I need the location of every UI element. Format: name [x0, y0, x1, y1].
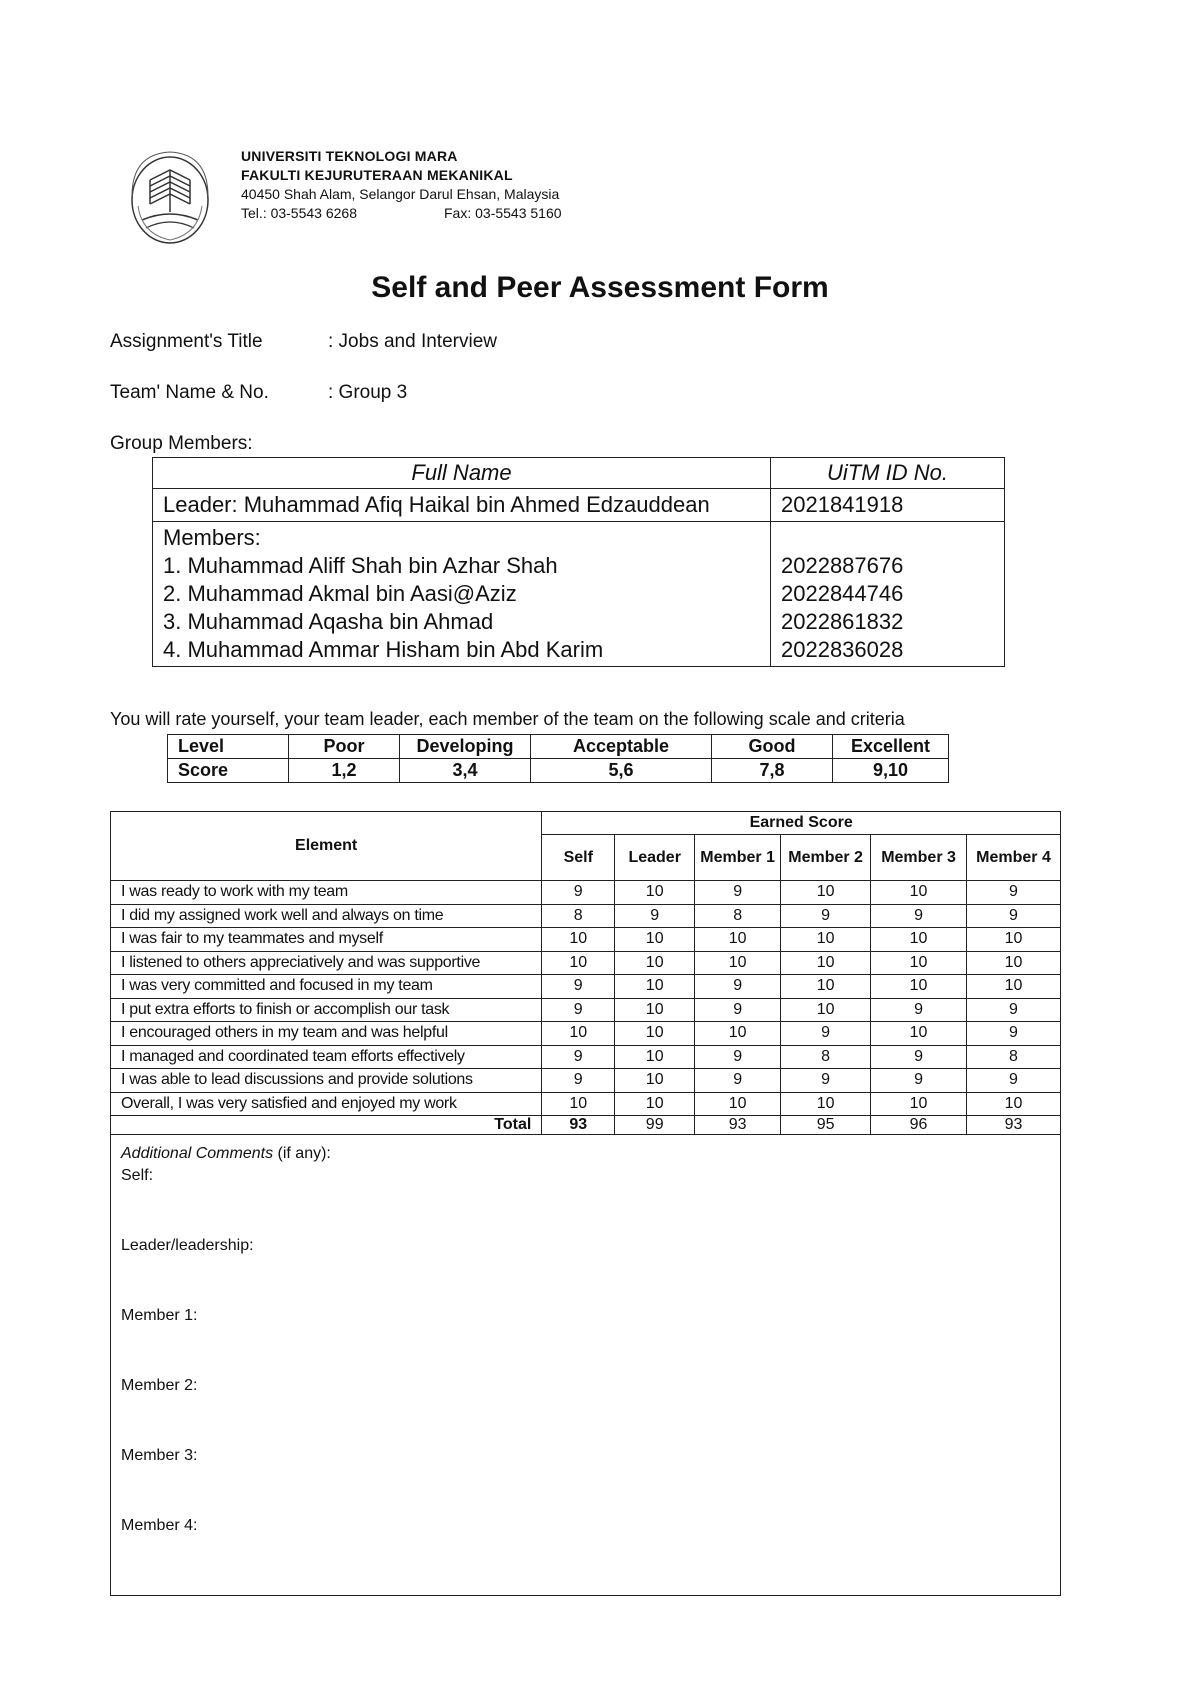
score-cell: 9: [967, 881, 1061, 905]
score-cell: 10: [871, 1092, 967, 1116]
telephone: Tel.: 03-5543 6268: [241, 205, 357, 221]
total-row: [111, 1116, 1061, 1135]
score-cell: 9: [542, 975, 615, 999]
comment-label-leader: Leader/leadership:: [121, 1237, 254, 1254]
score-row: [111, 881, 1061, 905]
score-cell: 9: [542, 881, 615, 905]
element-text: I was able to lead discussions and provide solutions: [111, 1069, 542, 1093]
element-text: I listened to others appreciatively and was supportive: [111, 951, 542, 975]
total-value: 93: [967, 1116, 1061, 1135]
column-header: Leader: [615, 835, 695, 881]
score-cell: 10: [695, 928, 781, 952]
member-name: 2. Muhammad Akmal bin Aasi@Aziz: [163, 581, 517, 606]
score-row: [111, 1092, 1061, 1116]
level-excellent: Excellent: [833, 735, 949, 759]
members-cell: [153, 522, 771, 667]
element-text: I put extra efforts to finish or accomplish our task: [111, 998, 542, 1022]
rating-scale-table: [167, 734, 949, 783]
full-name-header: Full Name: [153, 458, 771, 489]
element-text: I encouraged others in my team and was helpful: [111, 1022, 542, 1046]
score-cell: 10: [781, 1092, 871, 1116]
address: 40450 Shah Alam, Selangor Darul Ehsan, Malaysia: [241, 186, 560, 202]
team-value: : Group 3: [328, 382, 408, 403]
score-cell: 9: [781, 1069, 871, 1093]
member-id: 2022836028: [781, 637, 904, 662]
score-cell: 10: [967, 1092, 1061, 1116]
score-cell: 10: [542, 1092, 615, 1116]
score-cell: 10: [871, 975, 967, 999]
element-text: I managed and coordinated team efforts effectively: [111, 1045, 542, 1069]
element-text: I was fair to my teammates and myself: [111, 928, 542, 952]
element-text: I did my assigned work well and always on time: [111, 904, 542, 928]
element-text: I was ready to work with my team: [111, 881, 542, 905]
group-members-table: [152, 457, 1005, 667]
level-good: Good: [712, 735, 833, 759]
score-cell: 9: [695, 1069, 781, 1093]
assignment-title-row: [110, 331, 497, 353]
scale-instructions: You will rate yourself, your team leader, each member of the team on the following scale and criteria: [110, 709, 905, 729]
score-cell: 9: [542, 1045, 615, 1069]
score-cell: 10: [615, 1069, 695, 1093]
member-id: 2022887676: [781, 553, 904, 578]
earned-score-header: Earned Score: [542, 812, 1061, 835]
level-acceptable: Acceptable: [531, 735, 712, 759]
score-cell: 9: [967, 1069, 1061, 1093]
score-cell: 10: [967, 975, 1061, 999]
score-cell: 8: [542, 904, 615, 928]
score-cell: 10: [871, 1022, 967, 1046]
score-cell: 8: [967, 1045, 1061, 1069]
score-row: [111, 998, 1061, 1022]
score-cell: 10: [781, 928, 871, 952]
score-cell: 10: [967, 951, 1061, 975]
level-label: Level: [168, 735, 289, 759]
additional-comments: [111, 1135, 1061, 1596]
page-title: Self and Peer Assessment Form: [371, 271, 829, 304]
score-developing: 3,4: [400, 759, 531, 783]
score-cell: 9: [542, 1069, 615, 1093]
score-cell: 10: [615, 951, 695, 975]
score-cell: 10: [542, 1022, 615, 1046]
total-label: Total: [111, 1116, 542, 1135]
score-table: [110, 811, 1061, 1596]
total-value: 93: [542, 1116, 615, 1135]
score-cell: 10: [542, 951, 615, 975]
total-value: 96: [871, 1116, 967, 1135]
member-id: 2022861832: [781, 609, 904, 634]
score-acceptable: 5,6: [531, 759, 712, 783]
score-cell: 9: [695, 1045, 781, 1069]
member-name: 3. Muhammad Aqasha bin Ahmad: [163, 609, 494, 634]
comment-label-member-1: Member 1:: [121, 1307, 198, 1324]
faculty-name: FAKULTI KEJURUTERAAN MEKANIKAL: [241, 167, 513, 183]
score-cell: 10: [615, 975, 695, 999]
score-cell: 10: [781, 998, 871, 1022]
members-label: Members:: [163, 525, 261, 550]
column-header: Member 2: [781, 835, 871, 881]
score-row: [111, 1022, 1061, 1046]
score-poor: 1,2: [289, 759, 400, 783]
level-developing: Developing: [400, 735, 531, 759]
score-cell: 10: [695, 1022, 781, 1046]
element-header: Element: [111, 812, 542, 881]
score-cell: 10: [781, 881, 871, 905]
score-cell: 8: [695, 904, 781, 928]
score-good: 7,8: [712, 759, 833, 783]
score-cell: 9: [967, 904, 1061, 928]
score-cell: 10: [695, 951, 781, 975]
score-cell: 9: [967, 1022, 1061, 1046]
score-row: [111, 975, 1061, 999]
fax: Fax: 03-5543 5160: [444, 205, 562, 221]
score-cell: 10: [695, 1092, 781, 1116]
score-cell: 10: [615, 881, 695, 905]
score-excellent: 9,10: [833, 759, 949, 783]
total-value: 95: [781, 1116, 871, 1135]
score-cell: 9: [871, 1045, 967, 1069]
score-row: [111, 951, 1061, 975]
score-label: Score: [168, 759, 289, 783]
group-members-label: Group Members:: [110, 433, 253, 454]
member-name: 1. Muhammad Aliff Shah bin Azhar Shah: [163, 553, 558, 578]
comment-label-member-3: Member 3:: [121, 1447, 198, 1464]
score-cell: 9: [695, 975, 781, 999]
team-label: Team' Name & No.: [110, 382, 269, 403]
comment-label-member-4: Member 4:: [121, 1517, 198, 1534]
university-header: [241, 147, 562, 223]
team-name-row: [110, 382, 407, 404]
score-cell: 10: [781, 951, 871, 975]
score-cell: 9: [781, 1022, 871, 1046]
comments-heading-suffix: (if any):: [273, 1145, 331, 1162]
score-cell: 10: [781, 975, 871, 999]
uitm-id-header: UiTM ID No.: [771, 458, 1005, 489]
score-cell: 10: [615, 1022, 695, 1046]
score-row: [111, 904, 1061, 928]
assignment-value: : Jobs and Interview: [328, 331, 497, 352]
leader-name: Leader: Muhammad Afiq Haikal bin Ahmed Edzauddean: [153, 489, 771, 522]
score-cell: 9: [871, 904, 967, 928]
score-cell: 9: [695, 881, 781, 905]
column-header: Member 4: [967, 835, 1061, 881]
member-id: 2022844746: [781, 581, 904, 606]
column-header: Member 3: [871, 835, 967, 881]
score-cell: 9: [871, 998, 967, 1022]
score-row: [111, 1069, 1061, 1093]
element-text: I was very committed and focused in my team: [111, 975, 542, 999]
comments-heading: Additional Comments: [121, 1145, 274, 1162]
score-cell: 10: [967, 928, 1061, 952]
comments-row: [111, 1135, 1061, 1596]
score-row: [111, 928, 1061, 952]
score-cell: 10: [871, 951, 967, 975]
column-header: Self: [542, 835, 615, 881]
level-poor: Poor: [289, 735, 400, 759]
score-cell: 10: [871, 881, 967, 905]
score-cell: 9: [615, 904, 695, 928]
leader-id: 2021841918: [771, 489, 1005, 522]
uitm-crest-icon: [128, 146, 212, 246]
score-cell: 9: [967, 998, 1061, 1022]
score-cell: 10: [871, 928, 967, 952]
total-value: 93: [695, 1116, 781, 1135]
score-cell: 10: [615, 928, 695, 952]
score-row: [111, 1045, 1061, 1069]
assignment-label: Assignment's Title: [110, 331, 263, 352]
score-cell: 10: [615, 1045, 695, 1069]
comment-label-self: Self:: [121, 1167, 154, 1184]
column-header: Member 1: [695, 835, 781, 881]
element-text: Overall, I was very satisfied and enjoyed my work: [111, 1092, 542, 1116]
score-cell: 9: [781, 904, 871, 928]
score-cell: 8: [781, 1045, 871, 1069]
score-cell: 9: [542, 998, 615, 1022]
members-id-cell: [771, 522, 1005, 667]
score-cell: 9: [695, 998, 781, 1022]
comment-label-member-2: Member 2:: [121, 1377, 198, 1394]
university-name: UNIVERSITI TEKNOLOGI MARA: [241, 148, 458, 164]
score-cell: 10: [615, 1092, 695, 1116]
score-cell: 10: [615, 998, 695, 1022]
member-name: 4. Muhammad Ammar Hisham bin Abd Karim: [163, 637, 604, 662]
score-cell: 9: [871, 1069, 967, 1093]
total-value: 99: [615, 1116, 695, 1135]
score-cell: 10: [542, 928, 615, 952]
